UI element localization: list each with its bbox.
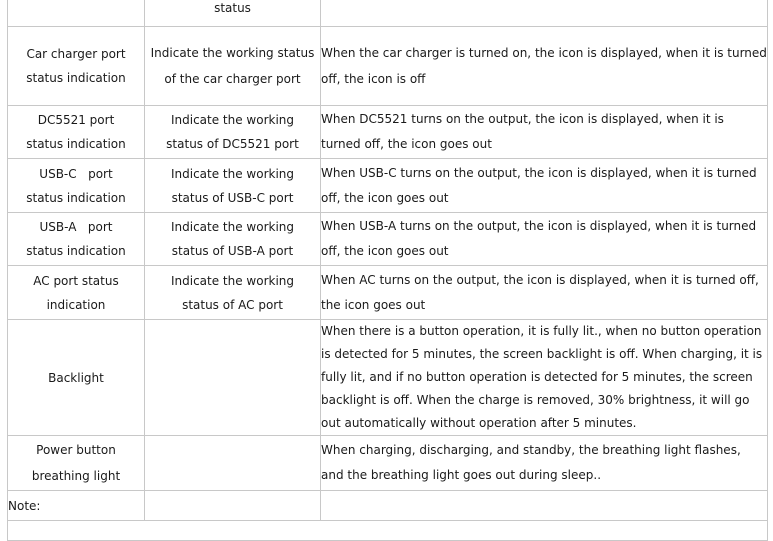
function-cell: Indicate the working status of USB-A port bbox=[145, 213, 321, 266]
table-row bbox=[8, 106, 768, 159]
table-row bbox=[8, 320, 768, 436]
description-cell: When charging, discharging, and standby, the breathing light flashes, and the breathing light goes out during sleep.. bbox=[321, 436, 768, 491]
name-cell bbox=[8, 0, 145, 27]
description-cell: When DC5521 turns on the output, the icon is displayed, when it is turned off, the icon goes out bbox=[321, 106, 768, 159]
note-label: Note: bbox=[8, 491, 145, 521]
description-cell bbox=[321, 0, 768, 27]
name-cell: DC5521 port status indication bbox=[8, 106, 145, 159]
footer-empty-cell bbox=[8, 521, 768, 541]
table-row bbox=[8, 213, 768, 266]
description-cell: When AC turns on the output, the icon is displayed, when it is turned off, the icon goes out bbox=[321, 266, 768, 320]
table-row bbox=[8, 266, 768, 320]
name-cell: Power button breathing light bbox=[8, 436, 145, 491]
description-cell: When the car charger is turned on, the icon is displayed, when it is turned off, the icon is off bbox=[321, 27, 768, 106]
function-cell bbox=[145, 436, 321, 491]
function-cell: status bbox=[145, 0, 321, 27]
note-empty-cell bbox=[321, 491, 768, 521]
name-cell: USB-C port status indication bbox=[8, 159, 145, 213]
function-cell bbox=[145, 320, 321, 436]
function-cell: Indicate the working status of DC5521 port bbox=[145, 106, 321, 159]
footer-row bbox=[8, 521, 768, 541]
table-row bbox=[8, 436, 768, 491]
function-cell: Indicate the working status of AC port bbox=[145, 266, 321, 320]
function-cell: Indicate the working status of USB-C port bbox=[145, 159, 321, 213]
name-cell: AC port status indication bbox=[8, 266, 145, 320]
description-cell: When there is a button operation, it is fully lit., when no button operation is detected for 5 minutes, the screen backlight is off. When charging, it is fully lit, and if no button operation is detected for 5 minutes, the screen backlight is off. When the charge is removed, 30% brightness, it will go out automatically without operation after 5 minutes. bbox=[321, 320, 768, 436]
spec-table bbox=[7, 0, 768, 541]
name-cell: Car charger port status indication bbox=[8, 27, 145, 106]
note-row bbox=[8, 491, 768, 521]
name-cell: Backlight bbox=[8, 320, 145, 436]
note-empty-cell bbox=[145, 491, 321, 521]
description-cell: When USB-A turns on the output, the icon is displayed, when it is turned off, the icon goes out bbox=[321, 213, 768, 266]
name-cell: USB-A port status indication bbox=[8, 213, 145, 266]
description-cell: When USB-C turns on the output, the icon is displayed, when it is turned off, the icon goes out bbox=[321, 159, 768, 213]
function-cell: Indicate the working status of the car charger port bbox=[145, 27, 321, 106]
table-row bbox=[8, 159, 768, 213]
table-row bbox=[8, 27, 768, 106]
table-row bbox=[8, 0, 768, 27]
